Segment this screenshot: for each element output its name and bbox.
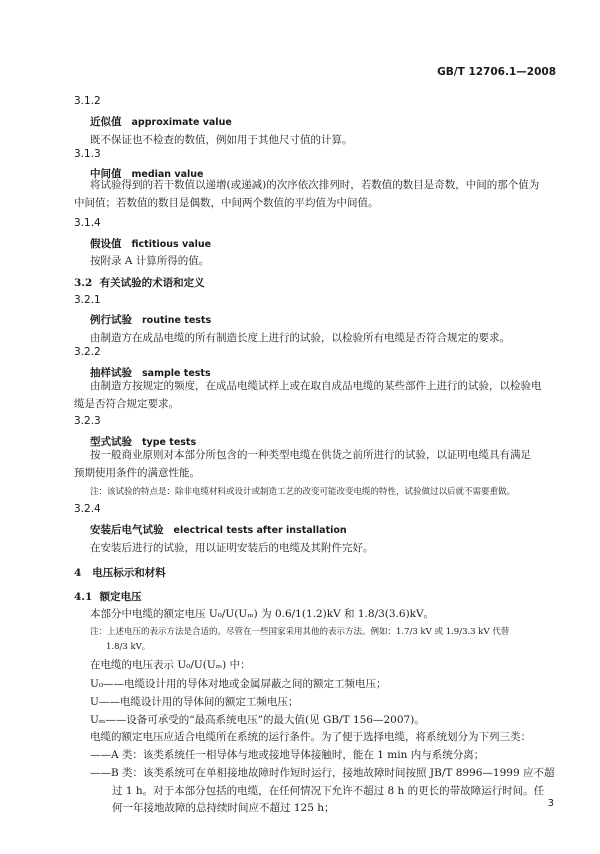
page-number: 3	[547, 798, 554, 809]
section-number: 3.2.1	[74, 294, 101, 306]
term-chinese: 抽样试验	[90, 367, 132, 379]
chapter-heading: 4 电压标示和材料	[74, 567, 166, 579]
section-number: 3.1.2	[74, 95, 101, 107]
term-english: electrical tests after installation	[173, 525, 347, 536]
definition-text: 将试验得到的若干数值以递增(或递减)的次序依次排列时，若数值的数目是奇数，中间的那个值为	[90, 179, 540, 191]
term-english: sample tests	[142, 368, 211, 379]
definition-text: 既不保证也不检查的数值，例如用于其他尺寸值的计算。	[90, 134, 353, 146]
definition-text: 按附录 A 计算所得的值。	[90, 255, 210, 267]
term-english: approximate value	[131, 117, 232, 128]
section-number: 3.2.3	[74, 415, 101, 427]
definition-text: 按一般商业原则对本部分所包含的一种类型电缆在供货之前所进行的试验，以证明电缆具有满足	[90, 449, 531, 461]
term-heading	[90, 522, 347, 537]
term-chinese: 中间值	[90, 168, 122, 180]
subsection-heading: 4.1 额定电压	[74, 591, 142, 603]
section-number: 3.1.4	[74, 217, 101, 229]
category-b-item: ——B 类：该类系统可在单相接地故障时作短时运行，接地故障时间按照 JB/T 8996—1999 应不超	[90, 767, 555, 779]
category-b-item-cont: 过 1 h。对于本部分包括的电缆，在任何情况下允许不超过 8 h 的更长的带故障运行时间。任	[112, 785, 545, 797]
category-b-item-cont: 何一年接地故障的总持续时间应不超过 125 h；	[112, 802, 335, 814]
term-english: fictitious value	[131, 239, 212, 250]
definition-um: Uₘ——设备可承受的“最高系统电压”的最大值(见 GB/T 156—2007)。	[90, 714, 425, 726]
term-heading	[90, 312, 211, 327]
standard-number-header: GB/T 12706.1—2008	[437, 66, 556, 78]
term-chinese: 安装后电气试验	[90, 524, 164, 536]
definition-text: 由制造方在成品电缆的所有制造长度上进行的试验，以检验所有电缆是否符合规定的要求。	[90, 332, 510, 344]
definition-text: 在安装后进行的试验，用以证明安装后的电缆及其附件完好。	[90, 542, 374, 554]
definition-text-cont: 预期使用条件的满意性能。	[74, 467, 200, 479]
section-heading: 3.2 有关试验的术语和定义	[74, 277, 205, 289]
note-text: 注：上述电压的表示方法是合适的。尽管在一些国家采用其他的表示方法。例如：1.7/3 kV 或 1.9/3.3 kV 代替	[90, 627, 510, 637]
term-english: routine tests	[142, 315, 212, 326]
term-heading	[90, 114, 232, 129]
term-chinese: 型式试验	[90, 436, 132, 448]
term-heading	[90, 236, 211, 251]
definition-text: 由制造方按规定的频度，在成品电缆试样上或在取自成品电缆的某些部件上进行的试验，以检验电	[90, 380, 542, 392]
definition-text-cont: 缆是否符合规定要求。	[74, 398, 179, 410]
definition-text-cont: 中间值；若数值的数目是偶数，中间两个数值的平均值为中间值。	[74, 197, 379, 209]
voltage-notation-intro: 在电缆的电压表示 U₀/U(Uₘ) 中：	[90, 659, 251, 671]
section-number: 3.2.2	[74, 346, 101, 358]
section-number: 3.2.4	[74, 503, 101, 515]
term-english: type tests	[142, 437, 197, 448]
term-chinese: 例行试验	[90, 314, 132, 326]
definition-u0: U₀——电缆设计用的导体对地或金属屏蔽之间的额定工频电压；	[90, 678, 387, 690]
system-category-intro: 电缆的额定电压应适合电缆所在系统的运行条件。为了便于选择电缆，将系统划分为下列三类：	[90, 731, 531, 743]
term-english: median value	[131, 169, 204, 180]
term-chinese: 假设值	[90, 238, 122, 250]
section-number: 3.1.3	[74, 148, 101, 160]
definition-u: U——电缆设计用的导体间的额定工频电压；	[90, 696, 299, 708]
note-text-cont: 1.8/3 kV。	[106, 642, 151, 652]
term-chinese: 近似值	[90, 116, 122, 128]
note-text: 注：该试验的特点是：除非电缆材料或设计或制造工艺的改变可能改变电缆的特性，试验做过以后就不需要重做。	[90, 487, 516, 497]
category-a-item: ——A 类：该类系统任一相导体与地或接地导体接触时，能在 1 min 内与系统分离；	[90, 749, 485, 761]
rated-voltage-paragraph: 本部分中电缆的额定电压 U₀/U(Uₘ) 为 0.6/1(1.2)kV 和 1.8/3(3.6)kV。	[90, 608, 435, 620]
